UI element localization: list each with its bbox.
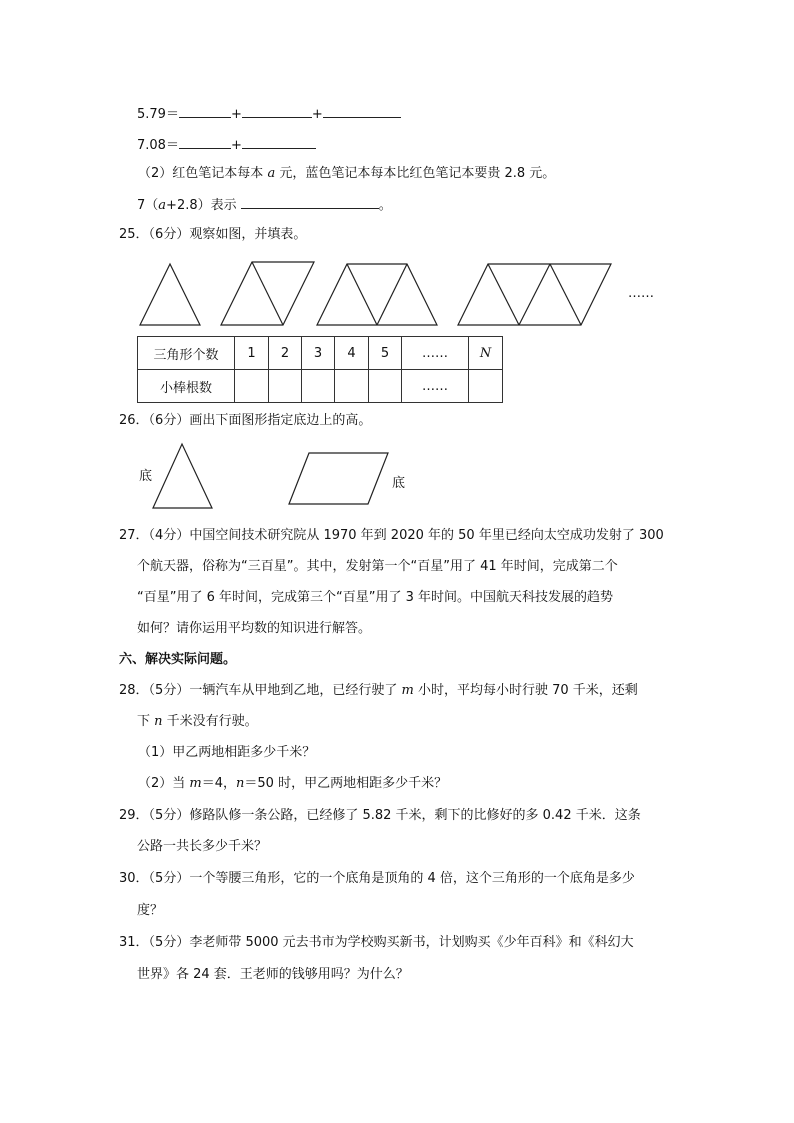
q27-line: 27．（4分）中国空间技术研究院从 1970 年到 2020 年的 50 年里已经向太空成功发射了 300 <box>119 528 664 543</box>
stick-line <box>252 262 283 325</box>
answer-cell[interactable] <box>302 370 335 403</box>
variable-a: a <box>158 198 167 213</box>
q27-line: 如何？请你运用平均数的知识进行解答。 <box>137 621 372 636</box>
q30-line: 30．（5分）一个等腰三角形，它的一个底角是顶角的 4 倍，这个三角形的一个底角是多少 <box>119 871 635 886</box>
stick-line <box>550 264 581 325</box>
q28-text: 小时，平均每小时行驶 70 千米，还剩 <box>417 683 638 698</box>
table-cell: N <box>469 337 503 370</box>
equation-1-lhs: 5.79＝ <box>137 107 179 122</box>
part-number: （2） <box>138 166 173 181</box>
q29-line: 公路一共长多少千米？ <box>137 839 268 854</box>
triangle-stick-table <box>137 336 503 403</box>
variable-n: n <box>154 714 163 729</box>
answer-cell[interactable] <box>369 370 402 403</box>
variable-m: m <box>401 683 414 698</box>
variable-m: m <box>189 776 202 791</box>
q28-line <box>137 713 258 731</box>
q29-line: 29．（5分）修路队修一条公路，已经修了 5.82 千米，剩下的比修好的多 0.42 千米．这条 <box>119 808 641 823</box>
sequence-ellipsis: …… <box>628 286 654 301</box>
equation-2-lhs: 7.08＝ <box>137 138 179 153</box>
plus-sign: + <box>311 107 323 122</box>
section-title: 六、解决实际问题。 <box>119 652 237 667</box>
q28-text: ＝50 时，甲乙两地相距多少千米？ <box>244 776 448 791</box>
stick-line <box>519 264 550 325</box>
table-cell: 3 <box>302 337 335 370</box>
triangle-shape <box>140 264 200 325</box>
q26-triangle <box>153 444 212 508</box>
base-label-parallelogram: 底 <box>392 476 406 491</box>
plus-sign: + <box>230 107 242 122</box>
q28-text: ＝4， <box>201 776 237 791</box>
q28-subquestion <box>138 775 447 793</box>
table-cell: 小棒根数 <box>138 370 235 403</box>
q28-line <box>119 682 638 700</box>
answer-cell[interactable] <box>335 370 369 403</box>
q26-parallelogram <box>289 453 388 504</box>
q28-subquestion: （1）甲乙两地相距多少千米？ <box>138 745 316 760</box>
table-cell: …… <box>402 370 469 403</box>
q31-line: 世界》各 24 套．王老师的钱够用吗？为什么？ <box>137 967 409 982</box>
q28-text: 千米没有行驶。 <box>166 714 258 729</box>
q27-line: “百星”用了 6 年时间，完成第三个“百星”用了 3 年时间。中国航天科技发展的趋势 <box>137 590 614 605</box>
table-cell: 5 <box>369 337 402 370</box>
table-cell: 三角形个数 <box>138 337 235 370</box>
q25-stem: 25．（6分）观察如图，并填表。 <box>119 227 307 242</box>
base-label-triangle: 底 <box>139 469 153 484</box>
plus-sign: + <box>230 138 242 153</box>
q28-text: 28．（5分）一辆汽车从甲地到乙地，已经行驶了 <box>119 683 398 698</box>
punctuation: 。 <box>378 198 392 213</box>
variable-a: a <box>267 166 276 181</box>
table-cell: 4 <box>335 337 369 370</box>
table-cell: …… <box>402 337 469 370</box>
trapezoid-shape <box>317 264 437 325</box>
answer-cell[interactable] <box>469 370 503 403</box>
stick-line <box>488 264 519 325</box>
answer-cell[interactable] <box>235 370 269 403</box>
table-cell: 1 <box>235 337 269 370</box>
expression-text: +2.8）表示 <box>166 198 237 213</box>
table-row <box>138 337 503 370</box>
table-row <box>138 370 503 403</box>
stick-line <box>377 264 407 325</box>
q28-text: （2）当 <box>138 776 186 791</box>
answer-cell[interactable] <box>269 370 302 403</box>
q26-stem: 26．（6分）画出下面图形指定底边上的高。 <box>119 413 372 428</box>
q30-line: 度？ <box>137 903 164 918</box>
q27-line: 个航天器，俗称为“三百星”。其中，发射第一个“百星”用了 41 年时间，完成第二个 <box>137 559 618 574</box>
part2-text: 红色笔记本每本 <box>172 166 264 181</box>
q31-line: 31．（5分）李老师带 5000 元去书市为学校购买新书，计划购买《少年百科》和《科幻大 <box>119 935 634 950</box>
stick-line <box>347 264 377 325</box>
expression-text: 7（ <box>137 198 159 213</box>
table-cell: 2 <box>269 337 302 370</box>
variable-n: n <box>236 776 245 791</box>
q28-text: 下 <box>137 714 151 729</box>
part2-text: 元，蓝色笔记本每本比红色笔记本要贵 2.8 元。 <box>279 166 556 181</box>
